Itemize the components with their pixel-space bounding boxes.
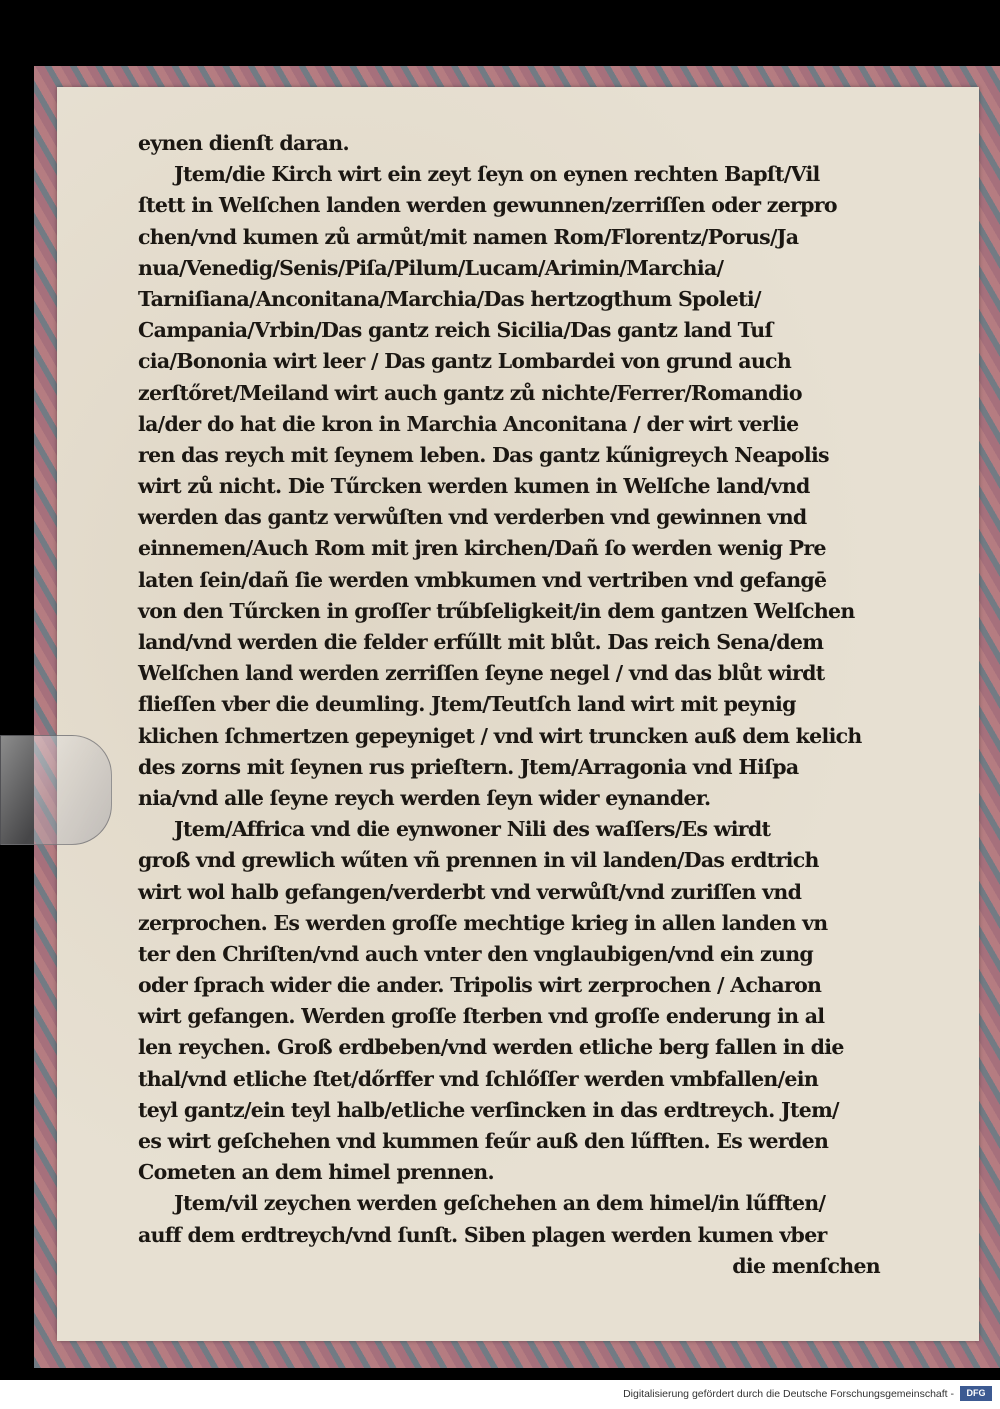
text-line: nia/vnd alle ſeyne reych werden ſeyn wider eynander. <box>138 785 711 810</box>
dfg-logo-icon: DFG <box>960 1386 992 1401</box>
text-line: wirt zů nicht. Die Tűrcken werden kumen in Welſche land/vnd <box>138 474 810 499</box>
text-line: laten ſein/dañ ſie werden vmbkumen vnd vertriben vnd gefangē <box>138 567 827 592</box>
text-line: Tarniſiana/Anconitana/Marchia/Das hertzogthum Spoleti/ <box>138 286 761 311</box>
text-line: thal/vnd etliche ſtet/dőrffer vnd ſchlőſſer werden vmbfallen/ein <box>138 1066 819 1091</box>
text-line: ren das reych mit ſeynem leben. Das gantz kűnigreych Neapolis <box>138 442 829 467</box>
text-line: ter den Chriſten/vnd auch vnter den vnglaubigen/vnd ein zung <box>138 941 814 966</box>
text-line: Jtem/die Kirch wirt ein zeyt ſeyn on eynen rechten Bapſt/Vil <box>174 162 820 187</box>
text-line: von den Tűrcken in groſſer trűbſeligkeit/in dem gantzen Welſchen <box>138 598 855 623</box>
text-line: land/vnd werden die felder erfűllt mit blůt. Das reich Sena/dem <box>138 630 824 654</box>
text-line: Campania/Vrbin/Das gantz reich Sicilia/Das gantz land Tuſ <box>138 318 773 343</box>
text-line: eynen dienſt daran. <box>138 131 349 155</box>
text-line: einnemen/Auch Rom mit jren kirchen/Dañ ſo werden wenig Pre <box>138 536 826 561</box>
text-line: Cometen an dem himel prennen. <box>138 1160 494 1185</box>
text-line: ſtett in Welſchen landen werden gewunnen/zerriſſen oder zerpro <box>138 193 837 218</box>
text-line: es wirt geſchehen vnd kummen feűr auß den lűfften. Es werden <box>138 1129 829 1153</box>
text-line: klichen ſchmertzen gepeyniget / vnd wirt truncken auß dem kelich <box>138 723 862 748</box>
text-line: cia/Bononia wirt leer / Das gantz Lombardei von grund auch <box>138 349 792 374</box>
text-line: zerſtőret/Meiland wirt auch gantz zů nichte/Ferrer/Romandio <box>138 380 802 405</box>
text-line: wirt gefangen. Werden groſſe ſterben vnd groſſe enderung in al <box>138 1004 825 1029</box>
text-line: auff dem erdtreych/vnd ſunſt. Siben plagen werden kumen vber <box>138 1222 827 1247</box>
text-line: la/der do hat die kron in Marchia Anconitana / der wirt verlie <box>138 411 799 436</box>
text-line: Welſchen land werden zerriſſen ſeyne negel / vnd das blůt wirdt <box>138 661 825 686</box>
page-text-block <box>138 128 880 1282</box>
text-line: werden das gantz verwůſten vnd verderben vnd gewinnen vnd <box>138 505 807 530</box>
glass-clip <box>0 735 112 845</box>
text-line: teyl gantz/ein teyl halb/etliche verſincken in das erdtreych. Jtem/ <box>138 1097 839 1122</box>
text-line: chen/vnd kumen zů armůt/mit namen Rom/Florentz/Porus/Ja <box>138 224 799 249</box>
footer-credit: Digitalisierung gefördert durch die Deutsche Forschungsgemeinschaft - <box>623 1388 954 1400</box>
text-line: oder ſprach wider die ander. Tripolis wirt zerprochen / Acharon <box>138 973 822 998</box>
text-line: wirt wol halb gefangen/verderbt vnd verwůſt/vnd zuriſſen vnd <box>138 879 802 904</box>
text-line: groß vnd grewlich wűten vñ prennen in vil landen/Das erdtrich <box>138 848 819 873</box>
text-line: len reychen. Groß erdbeben/vnd werden etliche berg fallen in die <box>138 1035 844 1060</box>
text-line: flieſſen vber die deumling. Jtem/Teutſch land wirt mit peynig <box>138 692 796 717</box>
footer-bar <box>0 1380 1000 1409</box>
text-line: zerprochen. Es werden groſſe mechtige krieg in allen landen vn <box>138 910 828 935</box>
text-line: Jtem/vil zeychen werden geſchehen an dem himel/in lűfften/ <box>174 1191 826 1216</box>
text-line: Jtem/Affrica vnd die eynwoner Nili des waſſers/Es wirdt <box>174 817 771 842</box>
text-line: die menſchen <box>732 1253 880 1278</box>
text-line: des zorns mit ſeynen rus prieſtern. Jtem/Arragonia vnd Hiſpa <box>138 754 799 779</box>
text-line: nua/Venedig/Senis/Piſa/Pilum/Lucam/Arimin/Marchia/ <box>138 255 724 280</box>
